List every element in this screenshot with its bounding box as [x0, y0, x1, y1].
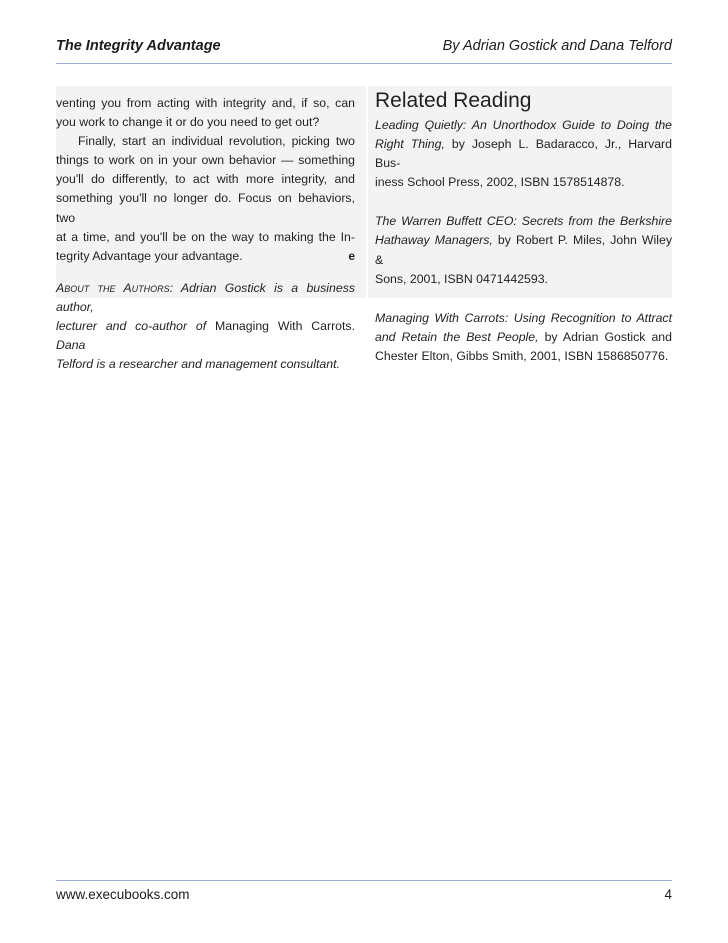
- body-line: something you'll no longer do. Focus on behaviors, two: [56, 191, 355, 225]
- about-the-authors: [56, 279, 355, 374]
- related-reading-heading: Related Reading: [375, 89, 532, 112]
- reference-title: Leading Quietly: An Unorthodox Guide to Doing the: [375, 118, 672, 132]
- reference-line: [375, 231, 672, 269]
- reference-line: [375, 135, 672, 173]
- footer-url[interactable]: www.execubooks.com: [56, 887, 190, 902]
- reference-entry: [375, 116, 672, 192]
- body-line-final: [56, 247, 355, 266]
- book-title: Managing With Carrots.: [215, 319, 355, 334]
- about-line: [56, 317, 355, 355]
- article-body-column: [56, 94, 355, 374]
- about-text: lecturer and co-author of: [56, 319, 216, 334]
- reference-line: [375, 328, 672, 347]
- about-line: Telford is a researcher and management consultant.: [56, 357, 340, 372]
- about-line: [56, 279, 355, 317]
- about-label: About the Authors:: [56, 280, 174, 295]
- author-line: By Adrian Gostick and Dana Telford: [442, 38, 672, 54]
- body-line: you work to change it or do you need to get out?: [56, 115, 320, 130]
- reference-title: Hathaway Managers,: [375, 233, 493, 248]
- publication-title: The Integrity Advantage: [56, 38, 221, 54]
- reference-details: iness School Press, 2002, ISBN 1578514878.: [375, 175, 625, 190]
- reference-details: by Robert P. Miles, John Wiley &: [375, 233, 672, 267]
- body-line: venting you from acting with integrity and, if so, can: [56, 96, 355, 110]
- page-header: [56, 38, 672, 62]
- reference-details: by Adrian Gostick and: [538, 329, 672, 344]
- reference-entry: [375, 212, 672, 288]
- reference-details: Sons, 2001, ISBN 0471442593.: [375, 271, 548, 286]
- reference-title: The Warren Buffett CEO: Secrets from the Berkshire: [375, 214, 672, 229]
- reference-title: Right Thing,: [375, 137, 445, 152]
- body-line: at a time, and you'll be on the way to making the In-: [56, 229, 355, 244]
- body-line: Finally, start an individual revolution, picking two: [78, 134, 355, 149]
- page-footer: [56, 887, 672, 902]
- header-divider: [56, 63, 672, 64]
- body-line: things to work on in your own behavior — something: [56, 153, 355, 168]
- reference-details: Chester Elton, Gibbs Smith, 2001, ISBN 1586850776.: [375, 348, 669, 363]
- about-text: Dana: [56, 338, 86, 353]
- reference-entry: [375, 309, 672, 366]
- body-line: you'll do differently, to act with more integrity, and: [56, 172, 355, 187]
- end-mark: e: [348, 248, 355, 263]
- body-line-text: tegrity Advantage your advantage.: [56, 248, 243, 263]
- about-text: Adrian Gostick is a business author,: [56, 280, 355, 314]
- related-reading-column: [375, 89, 672, 386]
- page-number: 4: [664, 887, 672, 902]
- reference-title: and Retain the Best People,: [375, 329, 539, 344]
- footer-divider: [56, 880, 672, 881]
- reference-title: Managing With Carrots: Using Recognition to Attract: [375, 310, 672, 325]
- reference-details: by Joseph L. Badaracco, Jr., Harvard Bus-: [375, 137, 672, 171]
